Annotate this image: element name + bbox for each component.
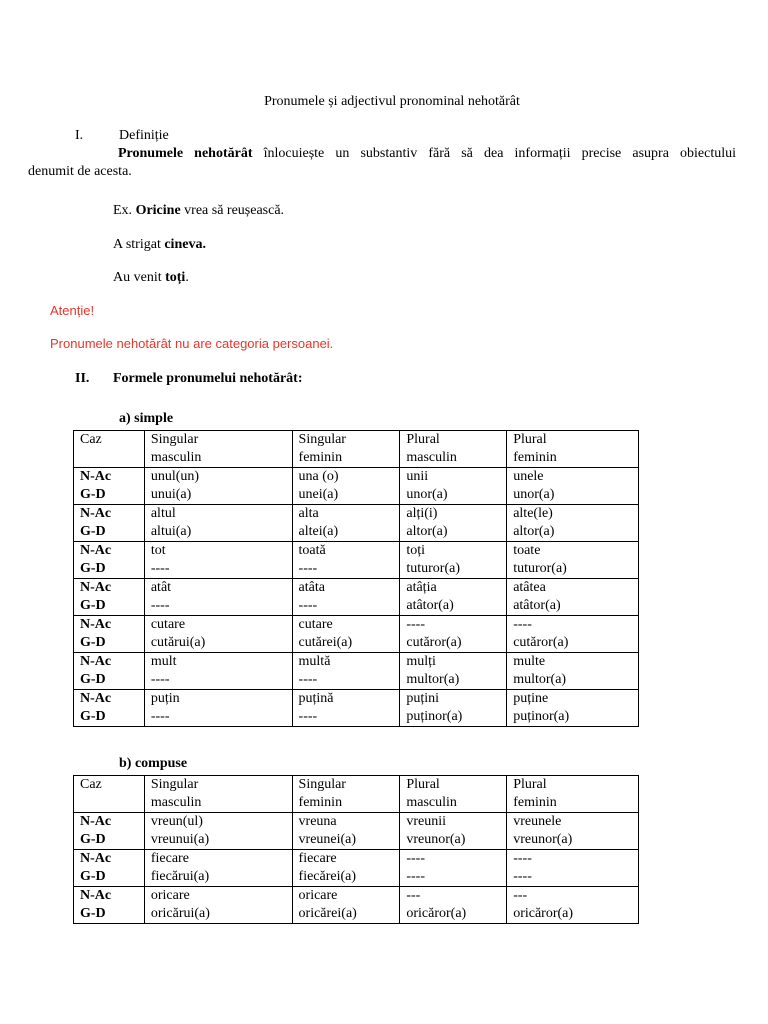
example-3 <box>113 269 189 287</box>
cell-line: oricare <box>150 888 190 903</box>
cell-line: G-D <box>80 487 106 502</box>
form-cell <box>507 542 639 579</box>
form-cell <box>292 616 400 653</box>
form-cell <box>400 850 507 887</box>
simple-table-row <box>74 505 639 542</box>
cell-line: vreunui(a) <box>150 832 210 847</box>
form-cell <box>507 850 639 887</box>
cell-line: G-D <box>80 561 106 576</box>
form-cell <box>292 887 400 924</box>
cell-line: toată <box>298 543 326 558</box>
compound-table-header-row <box>74 776 639 813</box>
simple-forms-label: a) simple <box>119 411 174 426</box>
cell-line: feminin <box>298 795 343 810</box>
cell-line: oricărui(a) <box>150 906 210 921</box>
form-cell <box>144 505 292 542</box>
form-cell <box>400 616 507 653</box>
cell-line: ---- <box>298 561 318 576</box>
cell-line: altui(a) <box>150 524 192 539</box>
cell-line: vreun(ul) <box>150 814 203 829</box>
form-cell <box>292 468 400 505</box>
cell-line: ---- <box>150 672 170 687</box>
header-cell <box>400 431 507 468</box>
case-cell <box>74 542 145 579</box>
cell-line: mult <box>150 654 177 669</box>
cell-line <box>80 794 144 812</box>
form-cell <box>507 653 639 690</box>
cell-line: masculin <box>406 450 457 465</box>
form-cell <box>400 542 507 579</box>
form-cell <box>507 887 639 924</box>
cell-line: G-D <box>80 672 106 687</box>
form-cell <box>144 813 292 850</box>
header-cell <box>144 776 292 813</box>
cell-line: N-Ac <box>80 851 112 866</box>
cell-line: feminin <box>513 795 557 810</box>
cell-line: ---- <box>150 561 170 576</box>
cell-line: vreunele <box>513 814 562 829</box>
form-cell <box>507 616 639 653</box>
form-cell <box>507 579 639 616</box>
cell-line: vreunor(a) <box>513 832 573 847</box>
cell-line: ---- <box>298 672 318 687</box>
cell-line: ---- <box>513 851 532 866</box>
form-cell <box>144 653 292 690</box>
case-cell <box>74 505 145 542</box>
cell-line: G-D <box>80 709 106 724</box>
cell-line: cutăror(a) <box>513 635 569 650</box>
simple-table-header-row <box>74 431 639 468</box>
cell-line: vreunor(a) <box>406 832 466 847</box>
cell-line: N-Ac <box>80 654 112 669</box>
cell-line: mulți <box>406 654 436 669</box>
case-cell <box>74 579 145 616</box>
cell-line: oricăror(a) <box>513 906 574 921</box>
header-cell <box>292 776 400 813</box>
definition-text-line1: înlocuiește un substantiv fără să dea informații precise asupra obiectului <box>252 146 737 161</box>
form-cell <box>400 887 507 924</box>
cell-line: fiecărei(a) <box>298 869 357 884</box>
section-1-number: I. <box>75 128 84 143</box>
form-cell <box>400 579 507 616</box>
cell-line: cutărei(a) <box>298 635 353 650</box>
example-1 <box>113 202 284 220</box>
form-cell <box>292 813 400 850</box>
cell-line: ---- <box>513 869 532 884</box>
cell-line: vreunii <box>406 814 447 829</box>
cell-line: N-Ac <box>80 888 112 903</box>
header-cell <box>292 431 400 468</box>
cell-line: toți <box>406 543 426 558</box>
cell-line: atâtea <box>513 580 546 595</box>
cell-line: Plural <box>513 432 547 447</box>
cell-line: Caz <box>80 777 102 792</box>
cell-line: Singular <box>150 777 199 792</box>
simple-table-row <box>74 579 639 616</box>
cell-line: N-Ac <box>80 580 112 595</box>
cell-line: tuturor(a) <box>406 561 461 576</box>
header-cell <box>74 431 145 468</box>
cell-line: fiecărui(a) <box>150 869 210 884</box>
form-cell <box>144 850 292 887</box>
cell-line: puținor(a) <box>513 709 570 724</box>
form-cell <box>400 468 507 505</box>
example-1-word: Oricine <box>135 203 181 218</box>
cell-line: G-D <box>80 869 106 884</box>
cell-line: unor(a) <box>513 487 555 502</box>
cell-line: N-Ac <box>80 691 112 706</box>
cell-line: fiecare <box>298 851 337 866</box>
form-cell <box>292 653 400 690</box>
form-cell <box>292 690 400 727</box>
form-cell <box>400 690 507 727</box>
example-1-pre: Ex. <box>113 203 136 218</box>
cell-line: oricărei(a) <box>298 906 357 921</box>
cell-line: ---- <box>406 851 426 866</box>
cell-line: multe <box>513 654 546 669</box>
cell-line: masculin <box>150 795 202 810</box>
cell-line: altor(a) <box>406 524 448 539</box>
cell-line: unei(a) <box>298 487 339 502</box>
cell-line: feminin <box>513 450 557 465</box>
cell-line: vreunei(a) <box>298 832 357 847</box>
cell-line: ---- <box>298 709 318 724</box>
cell-line: N-Ac <box>80 617 112 632</box>
definition-paragraph <box>28 145 736 181</box>
example-2 <box>113 236 206 254</box>
cell-line: atâția <box>406 580 437 595</box>
compound-forms-label: b) compuse <box>119 756 188 771</box>
form-cell <box>144 887 292 924</box>
cell-line: masculin <box>406 795 457 810</box>
cell-line: oricăror(a) <box>406 906 467 921</box>
cell-line: multor(a) <box>406 672 460 687</box>
cell-line: unui(a) <box>150 487 192 502</box>
cell-line: G-D <box>80 598 106 613</box>
simple-table-row <box>74 653 639 690</box>
header-cell <box>400 776 507 813</box>
form-cell <box>507 813 639 850</box>
cell-line: ---- <box>150 598 170 613</box>
cell-line: G-D <box>80 635 106 650</box>
example-3-word: toți <box>165 270 186 285</box>
cell-line: cutăror(a) <box>406 635 462 650</box>
cell-line: multor(a) <box>513 672 567 687</box>
header-cell <box>144 431 292 468</box>
cell-line: unii <box>406 469 429 484</box>
cell-line: G-D <box>80 832 106 847</box>
case-cell <box>74 616 145 653</box>
form-cell <box>292 579 400 616</box>
cell-line: puțini <box>406 691 440 706</box>
cell-line: Caz <box>80 432 102 447</box>
case-cell <box>74 690 145 727</box>
cell-line: altul <box>150 506 176 521</box>
cell-line: Plural <box>406 432 440 447</box>
form-cell <box>507 505 639 542</box>
simple-forms-table <box>73 430 639 727</box>
cell-line: N-Ac <box>80 814 112 829</box>
cell-line: puțină <box>298 691 334 706</box>
cell-line <box>80 449 144 467</box>
form-cell <box>144 468 292 505</box>
form-cell <box>144 616 292 653</box>
cell-line: fiecare <box>150 851 189 866</box>
cell-line: masculin <box>150 450 202 465</box>
cell-line: ---- <box>298 598 318 613</box>
note-text: Pronumele nehotărât nu are categoria persoanei. <box>50 336 334 351</box>
header-cell <box>507 776 639 813</box>
cell-line: toate <box>513 543 541 558</box>
case-cell <box>74 813 145 850</box>
cell-line: puținor(a) <box>406 709 463 724</box>
form-cell <box>400 505 507 542</box>
cell-line: atâtor(a) <box>406 598 454 613</box>
cell-line: Plural <box>406 777 440 792</box>
section-2-heading: Formele pronumelui nehotărât: <box>113 371 303 386</box>
cell-line: unele <box>513 469 544 484</box>
cell-line: G-D <box>80 524 106 539</box>
compound-forms-table <box>73 775 639 924</box>
form-cell <box>144 542 292 579</box>
simple-table-row <box>74 690 639 727</box>
form-cell <box>292 505 400 542</box>
example-1-post: vrea să reușească. <box>180 203 285 218</box>
page-title: Pronumele și adjectivul pronominal nehotărât <box>264 94 520 109</box>
cell-line: tuturor(a) <box>513 561 567 576</box>
cell-line: multă <box>298 654 331 669</box>
note-label: Atenție! <box>50 303 95 318</box>
form-cell <box>144 690 292 727</box>
cell-line: cutare <box>298 617 333 632</box>
cell-line: altor(a) <box>513 524 555 539</box>
cell-line: puțin <box>150 691 180 706</box>
cell-line: unul(un) <box>150 469 200 484</box>
cell-line: una (o) <box>298 469 339 484</box>
form-cell <box>507 690 639 727</box>
cell-line: Singular <box>150 432 199 447</box>
example-3-pre: Au venit <box>113 270 166 285</box>
cell-line: Plural <box>513 777 547 792</box>
section-1-heading: Definiție <box>119 128 169 143</box>
case-cell <box>74 887 145 924</box>
header-cell <box>507 431 639 468</box>
cell-line: --- <box>513 888 528 903</box>
cell-line: atâta <box>298 580 325 595</box>
cell-line: cutare <box>150 617 186 632</box>
cell-line: atâtor(a) <box>513 598 561 613</box>
compound-table-row <box>74 850 639 887</box>
cell-line: puține <box>513 691 549 706</box>
header-cell <box>74 776 145 813</box>
form-cell <box>400 653 507 690</box>
simple-table-row <box>74 542 639 579</box>
definition-text-line2: denumit de acesta. <box>28 164 132 179</box>
cell-line: altei(a) <box>298 524 339 539</box>
cell-line: Singular <box>298 432 346 447</box>
cell-line: alta <box>298 506 319 521</box>
cell-line: N-Ac <box>80 506 112 521</box>
definition-term: Pronumele nehotărât <box>118 146 253 161</box>
form-cell <box>292 850 400 887</box>
example-2-pre: A strigat <box>113 237 165 252</box>
cell-line: cutărui(a) <box>150 635 206 650</box>
simple-table-row <box>74 616 639 653</box>
form-cell <box>507 468 639 505</box>
example-3-post: . <box>185 270 189 285</box>
cell-line: ---- <box>406 869 426 884</box>
cell-line: feminin <box>298 450 343 465</box>
cell-line: alți(i) <box>406 506 438 521</box>
section-2-number: II. <box>75 371 90 386</box>
cell-line: ---- <box>150 709 170 724</box>
cell-line: atât <box>150 580 172 595</box>
cell-line: Singular <box>298 777 346 792</box>
simple-table-row <box>74 468 639 505</box>
cell-line: alte(le) <box>513 506 553 521</box>
cell-line: ---- <box>406 617 426 632</box>
cell-line: tot <box>150 543 166 558</box>
form-cell <box>292 542 400 579</box>
cell-line: G-D <box>80 906 106 921</box>
cell-line: N-Ac <box>80 469 112 484</box>
cell-line: unor(a) <box>406 487 448 502</box>
cell-line: --- <box>406 888 421 903</box>
cell-line: ---- <box>513 617 532 632</box>
case-cell <box>74 653 145 690</box>
example-2-word: cineva. <box>164 237 206 252</box>
compound-table-row <box>74 887 639 924</box>
form-cell <box>144 579 292 616</box>
cell-line: oricare <box>298 888 338 903</box>
cell-line: vreuna <box>298 814 337 829</box>
form-cell <box>400 813 507 850</box>
case-cell <box>74 850 145 887</box>
cell-line: N-Ac <box>80 543 112 558</box>
compound-table-row <box>74 813 639 850</box>
case-cell <box>74 468 145 505</box>
